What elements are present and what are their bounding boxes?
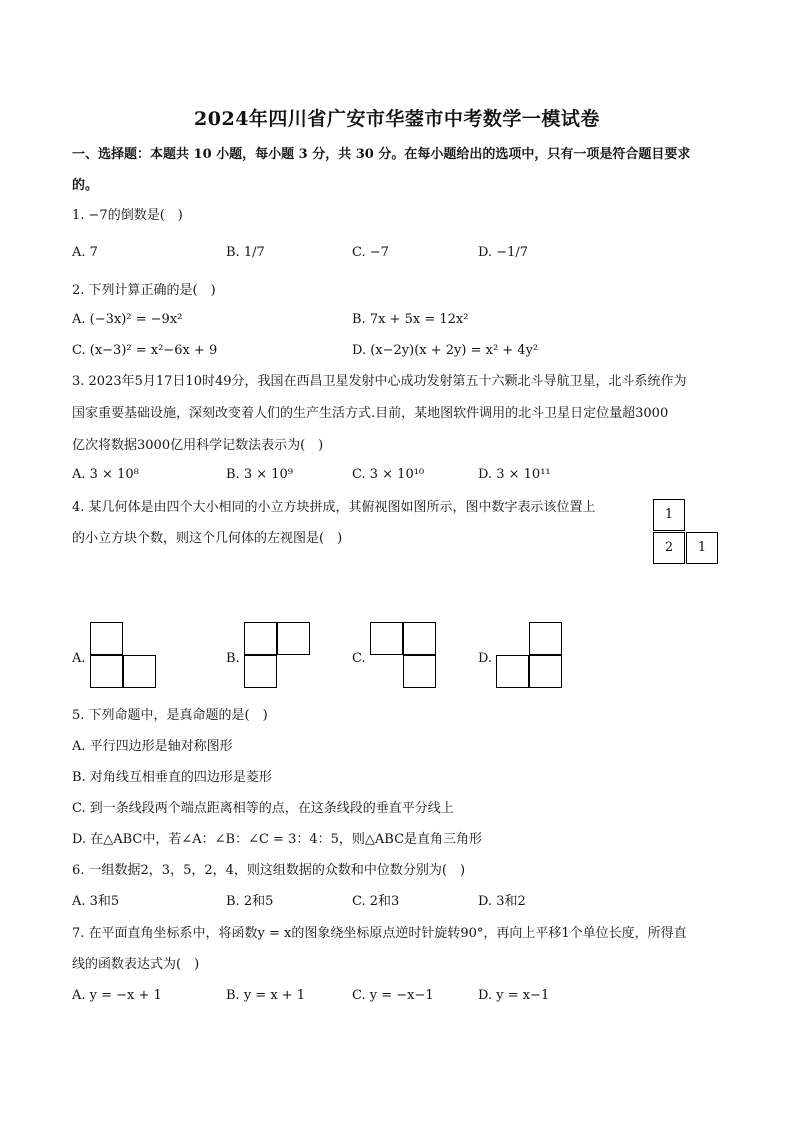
q3-option-c: C. 3 × 10¹⁰ (352, 467, 425, 482)
q1-option-b: B. 1/7 (226, 245, 265, 260)
top-view-cell: 1 (686, 532, 718, 564)
question-6-stem: 6. 一组数据2，3，5，2，4，则这组数据的众数和中位数分别为( ) (72, 863, 466, 878)
q7-option-c: C. y = −x−1 (352, 988, 434, 1003)
q6-option-b: B. 2和5 (226, 894, 274, 909)
q1-option-a: A. 7 (72, 245, 98, 260)
q2-option-d: D. (x−2y)(x + 2y) = x² + 4y² (352, 343, 539, 358)
q2-option-a: A. (−3x)² = −9x² (72, 312, 183, 327)
q7-option-a: A. y = −x + 1 (72, 988, 162, 1003)
q3-option-d: D. 3 × 10¹¹ (478, 467, 551, 482)
question-7-stem-line-2: 线的函数表达式为( ) (72, 957, 200, 972)
q6-option-a: A. 3和5 (72, 894, 120, 909)
top-view-cell: 2 (653, 532, 685, 564)
q4-option-c-label: C. (352, 651, 366, 666)
q7-option-d: D. y = x−1 (478, 988, 550, 1003)
question-2-stem: 2. 下列计算正确的是( ) (72, 283, 216, 298)
question-3-stem-line-1: 3. 2023年5月17日10时49分，我国在西昌卫星发射中心成功发射第五十六颗北斗导航卫星，北斗系统作为 (72, 374, 687, 389)
page-title: 2024年四川省广安市华蓥市中考数学一模试卷 (194, 108, 600, 130)
q4-option-a-label: A. (72, 651, 86, 666)
q6-option-c: C. 2和3 (352, 894, 400, 909)
q1-option-d: D. −1/7 (478, 245, 529, 260)
question-4-stem-line-2: 的小立方块个数，则这个几何体的左视图是( ) (72, 531, 343, 546)
question-3-stem-line-3: 亿次将数据3000亿用科学记数法表示为( ) (72, 438, 324, 453)
question-3-stem-line-2: 国家重要基础设施，深刻改变着人们的生产生活方式.目前，某地图软件调用的北斗卫星日定位量超3000 (72, 406, 669, 421)
question-5-stem: 5. 下列命题中，是真命题的是( ) (72, 708, 268, 723)
question-4-stem-line-1: 4. 某几何体是由四个大小相同的小立方块拼成，其俯视图如图所示，图中数字表示该位置上 (72, 500, 596, 515)
q7-option-b: B. y = x + 1 (226, 988, 306, 1003)
q5-option-d: D. 在△ABC中，若∠A：∠B：∠C = 3：4：5，则△ABC是直角三角形 (72, 832, 483, 847)
q3-option-b: B. 3 × 10⁹ (226, 467, 293, 482)
q4-option-b-label: B. (226, 651, 240, 666)
q1-option-c: C. −7 (352, 245, 389, 260)
section-instruction-line-2: 的。 (72, 178, 99, 193)
question-1-stem: 1. −7的倒数是( ) (72, 208, 183, 223)
q4-option-d-label: D. (478, 651, 493, 666)
q5-option-b: B. 对角线互相垂直的四边形是菱形 (72, 770, 272, 785)
question-7-stem-line-1: 7. 在平面直角坐标系中，将函数y = x的图象绕坐标原点逆时针旋转90°，再向上平移1个单位长度，所得直 (72, 926, 687, 941)
top-view-cell: 1 (653, 499, 685, 531)
q2-option-c: C. (x−3)² = x²−6x + 9 (72, 343, 218, 358)
q2-option-b: B. 7x + 5x = 12x² (352, 312, 469, 327)
q3-option-a: A. 3 × 10⁸ (72, 467, 139, 482)
section-instruction-line-1: 一、选择题：本题共 10 小题，每小题 3 分，共 30 分。在每小题给出的选项中，只有一项是符合题目要求 (72, 147, 691, 162)
q6-option-d: D. 3和2 (478, 894, 526, 909)
q5-option-c: C. 到一条线段两个端点距离相等的点，在这条线段的垂直平分线上 (72, 801, 454, 816)
q5-option-a: A. 平行四边形是轴对称图形 (72, 739, 233, 754)
